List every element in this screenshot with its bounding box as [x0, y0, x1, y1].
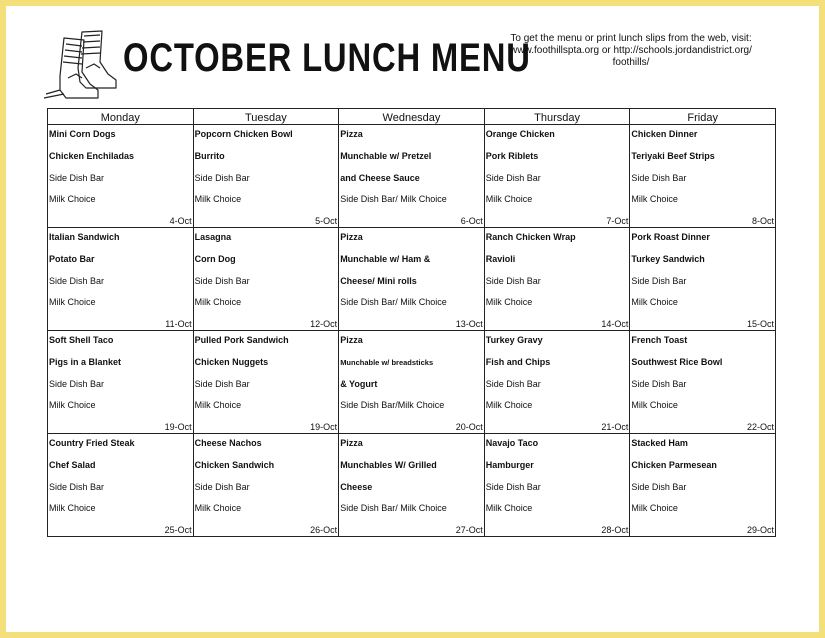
menu-item: Milk Choice: [485, 503, 533, 514]
date-label: 21-Oct: [601, 422, 629, 432]
menu-item: Milk Choice: [631, 297, 678, 308]
menu-item: Side Dish Bar/ Milk Choice: [340, 194, 447, 205]
menu-item: Orange Chicken: [485, 129, 555, 139]
menu-item: Milk Choice: [631, 400, 678, 411]
day-header-monday: Monday: [48, 109, 194, 125]
menu-item: Chicken Dinner: [631, 129, 698, 139]
menu-item: Side Dish Bar: [485, 172, 541, 183]
menu-item: Pizza: [340, 232, 363, 242]
day-header-tuesday: Tuesday: [193, 109, 339, 125]
menu-item: Side Dish Bar: [485, 275, 541, 286]
day-cell: [48, 228, 194, 331]
menu-item: Cheese: [340, 481, 373, 492]
menu-item: Side Dish Bar: [49, 378, 105, 389]
date-label: 27-Oct: [455, 525, 483, 535]
menu-item: Side Dish Bar: [49, 172, 105, 183]
cowboy-boots-icon: [42, 28, 118, 100]
menu-item: Turkey Sandwich: [631, 253, 705, 264]
lunch-calendar: [47, 108, 776, 537]
menu-item: Side Dish Bar: [631, 172, 687, 183]
menu-item: Pizza: [340, 438, 363, 448]
date-label: 12-Oct: [310, 319, 338, 329]
date-label: 25-Oct: [164, 525, 192, 535]
date-label: 11-Oct: [165, 319, 192, 329]
day-cell: [193, 331, 339, 434]
menu-item: Milk Choice: [631, 503, 678, 514]
menu-item: Milk Choice: [485, 400, 533, 411]
menu-item: Munchable w/ Pretzel: [340, 150, 432, 161]
day-cell: [630, 434, 776, 537]
menu-item: Munchables W/ Grilled: [340, 459, 437, 470]
menu-item: Fish and Chips: [485, 356, 551, 367]
menu-item: Milk Choice: [194, 503, 242, 514]
date-label: 28-Oct: [601, 525, 629, 535]
menu-item: Chicken Nuggets: [194, 356, 269, 367]
date-label: 19-Oct: [164, 422, 192, 432]
menu-item: Side Dish Bar: [485, 378, 541, 389]
day-cell: [48, 125, 194, 228]
day-cell: [484, 331, 630, 434]
menu-item: Cheese/ Mini rolls: [340, 275, 417, 286]
menu-item: Stacked Ham: [631, 438, 688, 448]
menu-item: Munchable w/ Ham &: [340, 253, 431, 264]
menu-item: Side Dish Bar: [49, 275, 105, 286]
date-label: 15-Oct: [746, 319, 774, 329]
menu-item: Chicken Enchiladas: [49, 150, 135, 161]
menu-item: Popcorn Chicken Bowl: [194, 129, 293, 139]
day-cell: [193, 228, 339, 331]
day-cell: [339, 228, 485, 331]
menu-item: Milk Choice: [631, 194, 678, 205]
menu-item: Side Dish Bar/Milk Choice: [340, 400, 445, 411]
menu-item: Milk Choice: [485, 194, 533, 205]
menu-item: Munchable w/ breadsticks: [340, 357, 434, 367]
date-label: 13-Oct: [455, 319, 483, 329]
menu-item: Side Dish Bar: [631, 275, 687, 286]
menu-item: Side Dish Bar: [194, 481, 250, 492]
day-cell: [630, 331, 776, 434]
menu-item: Italian Sandwich: [49, 232, 120, 242]
menu-item: Chef Salad: [49, 459, 96, 470]
menu-item: Pizza: [340, 129, 363, 139]
day-cell: [339, 125, 485, 228]
menu-item: Ravioli: [485, 253, 516, 264]
web-note: To get the menu or print lunch slips from the web, visit: www.foothillspta.org or http://schools.jordandistrict.org/ foothills/: [510, 33, 752, 68]
menu-item: Southwest Rice Bowl: [631, 356, 723, 367]
day-cell: [484, 228, 630, 331]
menu-item: Lasagna: [194, 232, 232, 242]
menu-item: Ranch Chicken Wrap: [485, 232, 576, 242]
day-cell: [484, 125, 630, 228]
day-cell: [339, 434, 485, 537]
menu-item: French Toast: [631, 335, 688, 345]
menu-item: Milk Choice: [49, 194, 96, 205]
menu-item: Side Dish Bar/ Milk Choice: [340, 297, 447, 308]
menu-item: Navajo Taco: [485, 438, 539, 448]
menu-item: Cheese Nachos: [194, 438, 262, 448]
menu-item: & Yogurt: [340, 378, 378, 389]
date-label: 20-Oct: [455, 422, 483, 432]
menu-item: Country Fried Steak: [49, 438, 135, 448]
day-cell: [48, 434, 194, 537]
menu-item: Milk Choice: [49, 297, 96, 308]
menu-item: Side Dish Bar: [49, 481, 105, 492]
date-label: 4-Oct: [169, 216, 192, 226]
menu-item: Milk Choice: [194, 400, 242, 411]
menu-item: Potato Bar: [49, 253, 95, 264]
menu-item: Mini Corn Dogs: [49, 129, 116, 139]
menu-item: Side Dish Bar: [194, 378, 250, 389]
week-row: [48, 125, 776, 228]
menu-item: Pulled Pork Sandwich: [194, 335, 289, 345]
date-label: 26-Oct: [310, 525, 338, 535]
menu-item: Milk Choice: [49, 503, 96, 514]
menu-item: Chicken Sandwich: [194, 459, 275, 470]
date-label: 7-Oct: [606, 216, 629, 226]
day-header-thursday: Thursday: [484, 109, 630, 125]
day-cell: [630, 228, 776, 331]
menu-item: Side Dish Bar: [631, 481, 687, 492]
menu-item: Side Dish Bar: [485, 481, 541, 492]
date-label: 5-Oct: [315, 216, 338, 226]
menu-item: Milk Choice: [49, 400, 96, 411]
menu-item: Hamburger: [485, 459, 534, 470]
day-cell: [630, 125, 776, 228]
date-label: 22-Oct: [746, 422, 774, 432]
day-cell: [193, 434, 339, 537]
day-header-wednesday: Wednesday: [339, 109, 485, 125]
menu-item: Side Dish Bar: [194, 275, 250, 286]
menu-item: Milk Choice: [194, 297, 242, 308]
menu-page: [6, 6, 819, 632]
day-cell: [339, 331, 485, 434]
page-title: OCTOBER LUNCH MENU: [123, 36, 531, 80]
day-cell: [193, 125, 339, 228]
day-header-friday: Friday: [630, 109, 776, 125]
day-header-row: [48, 109, 776, 125]
day-cell: [48, 331, 194, 434]
day-cell: [484, 434, 630, 537]
date-label: 6-Oct: [460, 216, 483, 226]
menu-item: Teriyaki Beef Strips: [631, 150, 715, 161]
menu-item: and Cheese Sauce: [340, 172, 420, 183]
menu-item: Side Dish Bar: [194, 172, 250, 183]
week-row: [48, 228, 776, 331]
week-row: [48, 331, 776, 434]
date-label: 29-Oct: [746, 525, 774, 535]
menu-item: Pizza: [340, 335, 363, 345]
date-label: 14-Oct: [601, 319, 629, 329]
menu-item: Turkey Gravy: [485, 335, 543, 345]
date-label: 19-Oct: [310, 422, 338, 432]
menu-item: Corn Dog: [194, 253, 236, 264]
menu-item: Pigs in a Blanket: [49, 356, 122, 367]
menu-item: Milk Choice: [194, 194, 242, 205]
menu-item: Burrito: [194, 150, 225, 161]
menu-item: Soft Shell Taco: [49, 335, 114, 345]
menu-item: Chicken Parmesean: [631, 459, 717, 470]
menu-item: Pork Roast Dinner: [631, 232, 710, 242]
menu-item: Side Dish Bar: [631, 378, 687, 389]
menu-item: Pork Riblets: [485, 150, 539, 161]
footer-fine-print: [49, 580, 775, 596]
week-row: [48, 434, 776, 537]
date-label: 8-Oct: [751, 216, 774, 226]
calendar-body: [48, 125, 776, 537]
menu-item: Side Dish Bar/ Milk Choice: [340, 503, 447, 514]
menu-item: Milk Choice: [485, 297, 533, 308]
